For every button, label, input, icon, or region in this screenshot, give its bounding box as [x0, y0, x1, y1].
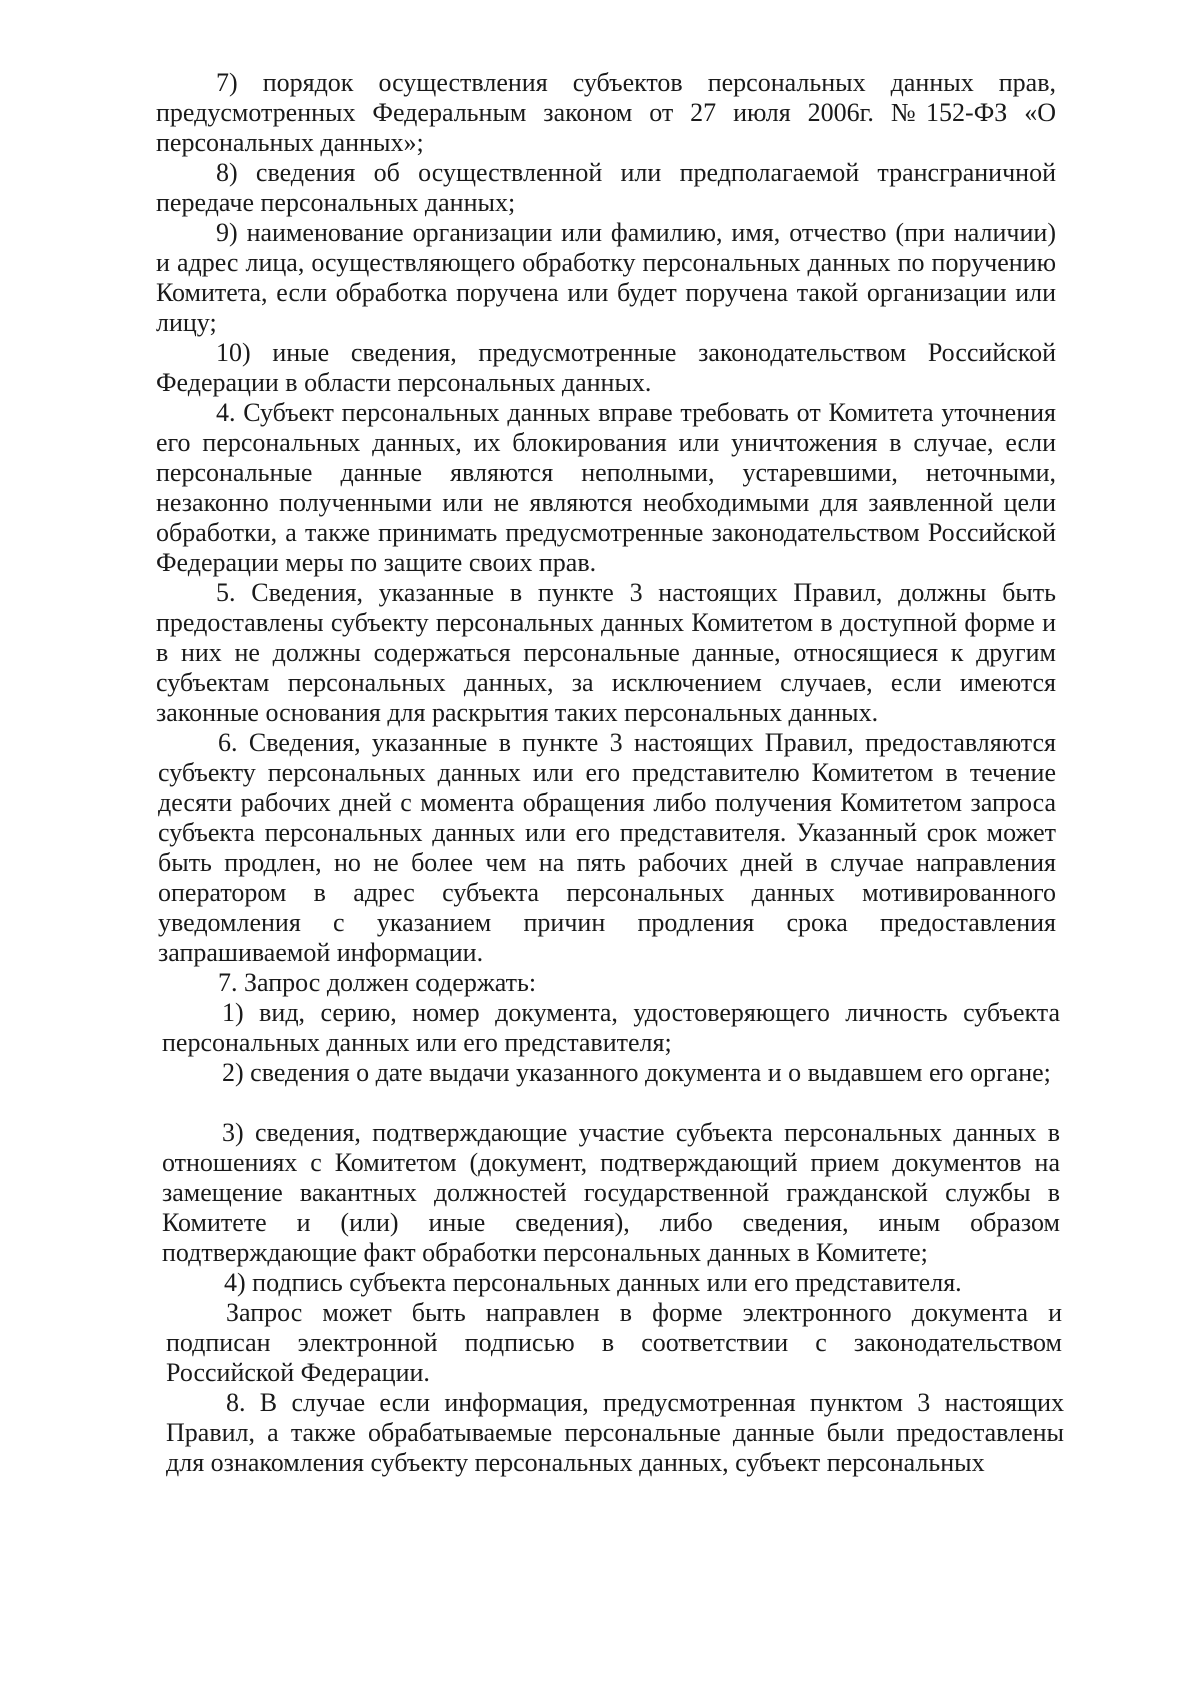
paragraph-6: 6. Сведения, указанные в пункте 3 настоящих Правил, предоставляются субъекту персональных данных или его представителю Комитетом в течение десяти рабочих дней с момента обращения либо получения Комитетом запроса субъекта персональных данных или его представителя. Указанный срок может быть продлен, но не более чем на пять рабочих дней в случае направления оператором в адрес субъекта персональных данных мотивированного уведомления с указанием причин продления срока предоставления запрашиваемой информации.	[158, 728, 1056, 967]
paragraph-7-heading: 7. Запрос должен содержать:	[218, 968, 537, 997]
request-electronic-note: Запрос может быть направлен в форме электронного документа и подписан электронной подписью в соответствии с законодательством Российской Федерации.	[166, 1298, 1062, 1387]
paragraph-8: 8. В случае если информация, предусмотренная пунктом 3 настоящих Правил, а также обрабатываемые персональные данные были предоставлены для ознакомления субъекту персональных данных, субъект персональных	[166, 1388, 1064, 1477]
paragraph-item-8: 8) сведения об осуществленной или предполагаемой трансграничной передаче персональных данных;	[156, 158, 1056, 217]
request-item-1: 1) вид, серию, номер документа, удостоверяющего личность субъекта персональных данных или его представителя;	[162, 998, 1060, 1057]
paragraph-4: 4. Субъект персональных данных вправе требовать от Комитета уточнения его персональных данных, их блокирования или уничтожения в случае, если персональные данные являются неполными, устаревшими, неточными, незаконно полученными или не являются необходимыми для заявленной цели обработки, а также принимать предусмотренные законодательством Российской Федерации меры по защите своих прав.	[156, 398, 1056, 577]
paragraph-item-7: 7) порядок осуществления субъектов персональных данных прав, предусмотренных Федеральным законом от 27 июля 2006г. №152-ФЗ «О персональных данных»;	[156, 68, 1056, 157]
document-page	[0, 64, 1200, 1664]
request-item-3: 3) сведения, подтверждающие участие субъекта персональных данных в отношениях с Комитетом (документ, подтверждающий прием документов на замещение вакантных должностей государственной гражданской службы в Комитете и (или) иные сведения), либо сведения, иным образом подтверждающие факт обработки персональных данных в Комитете;	[162, 1118, 1060, 1267]
paragraph-item-9: 9) наименование организации или фамилию, имя, отчество (при наличии) и адрес лица, осуществляющего обработку персональных данных по поручению Комитета, если обработка поручена или будет поручена такой организации или лицу;	[156, 218, 1056, 337]
request-item-4: 4) подпись субъекта персональных данных или его представителя.	[224, 1268, 962, 1297]
paragraph-item-10: 10) иные сведения, предусмотренные законодательством Российской Федерации в области персональных данных.	[156, 338, 1056, 397]
request-item-2: 2) сведения о дате выдачи указанного документа и о выдавшем его органе;	[222, 1058, 1051, 1087]
paragraph-5: 5. Сведения, указанные в пункте 3 настоящих Правил, должны быть предоставлены субъекту персональных данных Комитетом в доступной форме и в них не должны содержаться персональные данные, относящиеся к другим субъектам персональных данных, за исключением случаев, если имеются законные основания для раскрытия таких персональных данных.	[156, 578, 1056, 727]
